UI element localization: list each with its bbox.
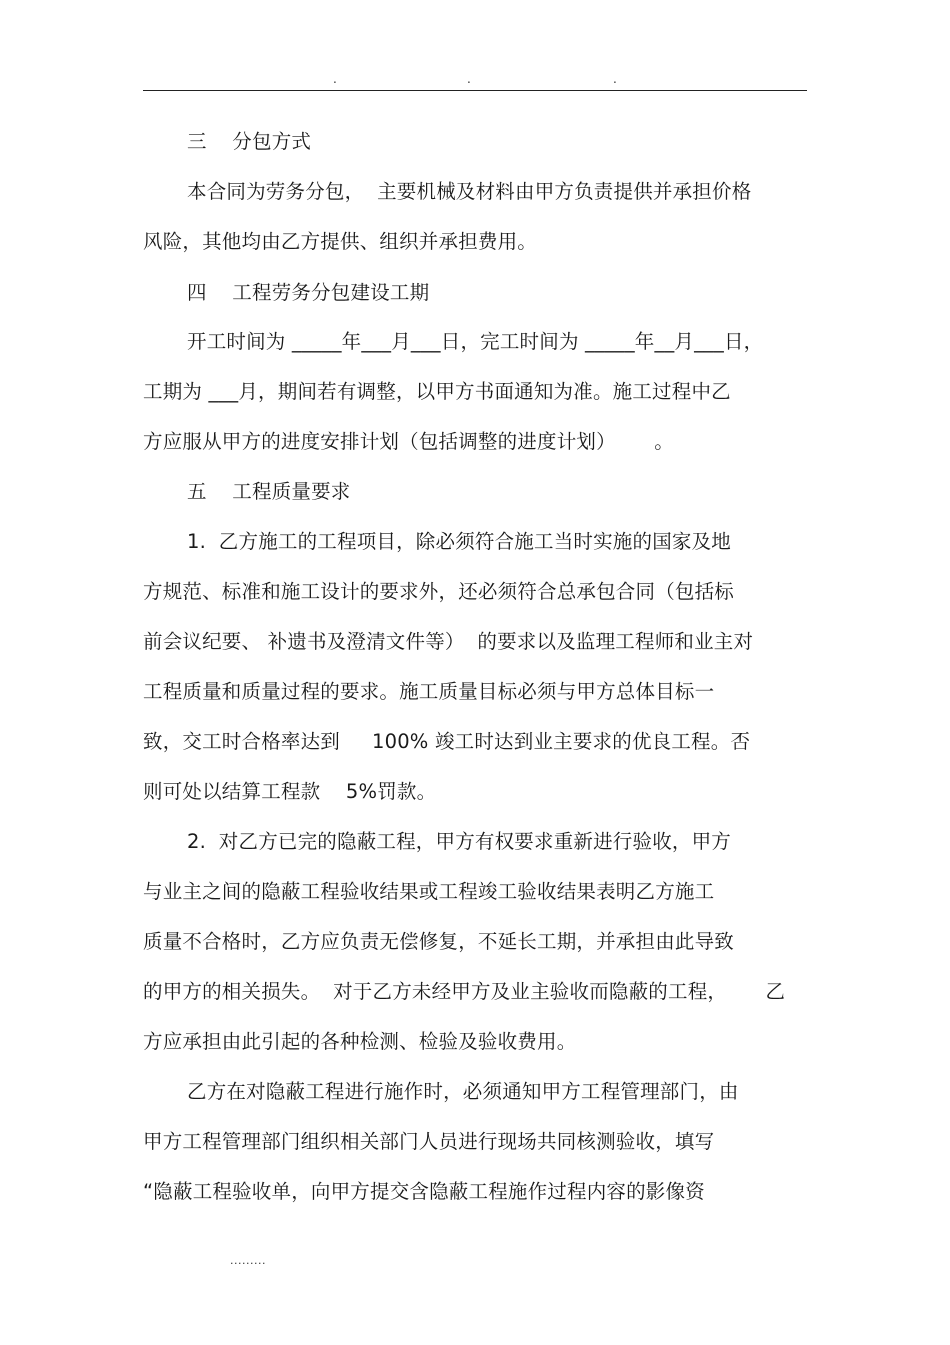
paragraph-line: 2. 对乙方已完的隐蔽工程，甲方有权要求重新进行验收，甲方 bbox=[187, 830, 732, 853]
paragraph-line: 则可处以结算工程款 5%罚款。 bbox=[143, 780, 437, 803]
paragraph-line: 开工时间为 _____年___月___日，完工时间为 _____年__月___日， bbox=[187, 330, 764, 353]
paragraph-line: 1. 乙方施工的工程项目，除必须符合施工当时实施的国家及地 bbox=[187, 530, 732, 553]
page-footer: ......... bbox=[230, 1254, 266, 1267]
paragraph-line: 致，交工时合格率达到 100% 竣工时达到业主要求的优良工程。否 bbox=[143, 730, 751, 753]
paragraph-line: 质量不合格时，乙方应负责无偿修复，不延长工期，并承担由此导致 bbox=[143, 930, 735, 953]
header-dot-3: . bbox=[613, 72, 617, 86]
paragraph-line: 前会议纪要、 补遗书及澄清文件等） 的要求以及监理工程师和业主对 bbox=[143, 630, 754, 653]
paragraph-line: 与业主之间的隐蔽工程验收结果或工程竣工验收结果表明乙方施工 bbox=[143, 880, 715, 903]
paragraph-line: 工期为 ___月，期间若有调整，以甲方书面通知为准。施工过程中乙 bbox=[143, 380, 731, 403]
section-heading-3: 三 分包方式 bbox=[187, 130, 312, 153]
paragraph-line: 本合同为劳务分包， 主要机械及材料由甲方负责提供并承担价格 bbox=[187, 180, 752, 203]
paragraph-line: “隐蔽工程验收单，向甲方提交含隐蔽工程施作过程内容的影像资 bbox=[143, 1180, 705, 1203]
header-dot-2: . bbox=[467, 72, 471, 86]
paragraph-line: 风险，其他均由乙方提供、组织并承担费用。 bbox=[143, 230, 538, 253]
paragraph-line: 甲方工程管理部门组织相关部门人员进行现场共同核测验收，填写 bbox=[143, 1130, 715, 1153]
paragraph-line: 方规范、标准和施工设计的要求外，还必须符合总承包合同（包括标 bbox=[143, 580, 735, 603]
paragraph-line: 工程质量和质量过程的要求。施工质量目标必须与甲方总体目标一 bbox=[143, 680, 715, 703]
paragraph-line: 的甲方的相关损失。 对于乙方未经甲方及业主验收而隐蔽的工程， 乙 bbox=[143, 980, 786, 1003]
section-heading-4: 四 工程劳务分包建设工期 bbox=[187, 281, 430, 304]
section-heading-5: 五 工程质量要求 bbox=[187, 480, 351, 503]
header-dot-1: . bbox=[333, 72, 337, 86]
paragraph-line: 方应服从甲方的进度安排计划（包括调整的进度计划） 。 bbox=[143, 430, 674, 453]
paragraph-line: 方应承担由此引起的各种检测、检验及验收费用。 bbox=[143, 1030, 577, 1053]
paragraph-line: 乙方在对隐蔽工程进行施作时，必须通知甲方工程管理部门，由 bbox=[187, 1080, 739, 1103]
header-rule bbox=[143, 90, 807, 91]
page-header bbox=[143, 72, 807, 88]
